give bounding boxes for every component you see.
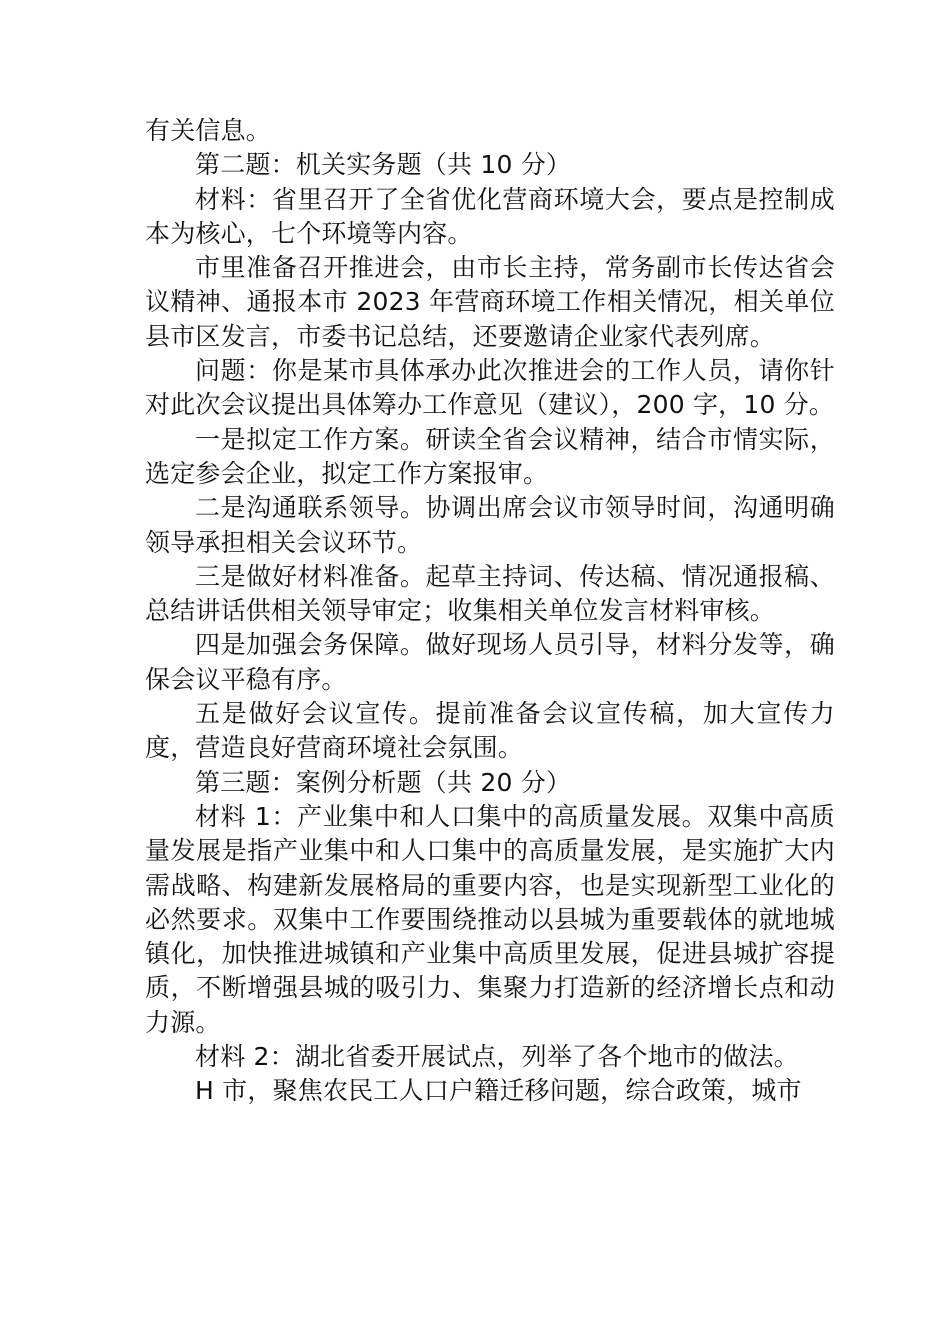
paragraph-h-city: H 市，聚焦农民工人口户籍迁移问题，综合政策，城市 xyxy=(195,1076,802,1106)
paragraph-answer-4: 四是加强会务保障。做好现场人员引导，材料分发等，确保会议平稳有序。 xyxy=(145,630,835,694)
paragraph-material: 材料：省里召开了全省优化营商环境大会，要点是控制成本为核心，七个环境等内容。 xyxy=(145,184,835,248)
section-heading-question-3: 第三题：案例分析题（共 20 分） xyxy=(195,767,572,797)
paragraph-question: 问题：你是某市具体承办此次推进会的工作人员，请你针对此次会议提出具体筹办工作意见（建议），200 字，10 分。 xyxy=(145,356,835,420)
paragraph-material-2: 材料 2：湖北省委开展试点，列举了各个地市的做法。 xyxy=(195,1042,799,1072)
paragraph-answer-3: 三是做好材料准备。起草主持词、传达稿、情况通报稿、总结讲话供相关领导审定；收集相关单位发言材料审核。 xyxy=(145,561,835,626)
paragraph-meeting-plan: 市里准备召开推进会，由市长主持，常务副市长传达省会议精神、通报本市 2023 年营商环境工作相关情况，相关单位县市区发言，市委书记总结，还要邀请企业家代表列席。 xyxy=(145,253,835,351)
paragraph-material-1: 材料 1：产业集中和人口集中的高质量发展。双集中高质量发展是指产业集中和人口集中的高质量发展，是实施扩大内需战略、构建新发展格局的重要内容，也是实现新型工业化的必然要求。双集中工作要围绕推动以县城为重要载体的就地城镇化，加快推进城镇和产业集中高质里发展，促进县城扩容提质，不断增强县城的吸引力、集聚力打造新的经济增长点和动力源。 xyxy=(145,801,835,1037)
section-heading-question-2: 第二题：机关实务题（共 10 分） xyxy=(195,150,572,180)
paragraph-answer-2: 二是沟通联系领导。协调出席会议市领导时间，沟通明确领导承担相关会议环节。 xyxy=(145,493,835,557)
paragraph-continuation: 有关信息。 xyxy=(145,116,272,145)
paragraph-answer-1: 一是拟定工作方案。研读全省会议精神，结合市情实际，选定参会企业，拟定工作方案报审。 xyxy=(145,424,835,488)
paragraph-answer-5: 五是做好会议宣传。提前准备会议宣传稿，加大宣传力度，营造良好营商环境社会氛围。 xyxy=(145,699,835,763)
document-body xyxy=(145,114,835,1109)
